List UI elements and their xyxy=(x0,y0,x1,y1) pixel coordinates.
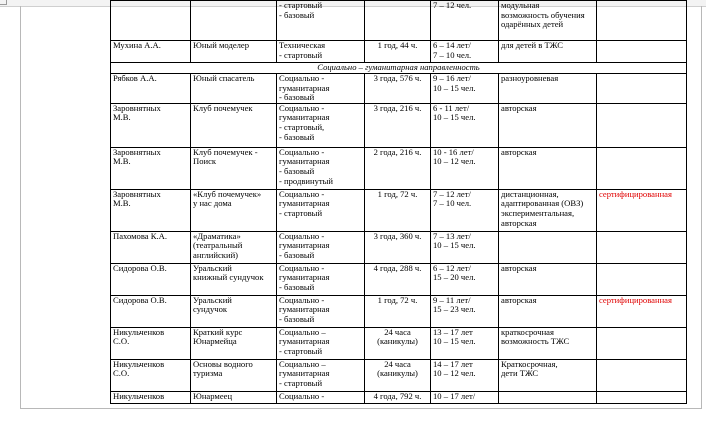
age-group-cell: 7 – 12 чел. xyxy=(431,1,499,41)
teacher-cell: Мухина А.А. xyxy=(111,41,191,63)
section-title: Социально – гуманитарная направленность xyxy=(111,63,687,74)
program-type-cell: разноуровневая xyxy=(499,74,597,104)
duration-cell xyxy=(365,1,431,41)
age-group-cell: 7 – 13 лет/ 10 – 15 чел. xyxy=(431,231,499,263)
programs-table xyxy=(110,0,687,404)
teacher-cell: Сидорова О.В. xyxy=(111,295,191,327)
status-cell xyxy=(597,147,687,189)
duration-cell: 3 года, 216 ч. xyxy=(365,103,431,147)
program-type-cell: для детей в ТЖС xyxy=(499,41,597,63)
direction-cell: Социально - гуманитарная - базовый xyxy=(277,74,365,104)
program-type-cell: модульная возможность обучения одарённых детей xyxy=(499,1,597,41)
status-cell: сертифицированная xyxy=(597,295,687,327)
program-type-cell: авторская xyxy=(499,263,597,295)
program-cell: Юный моделер xyxy=(191,41,277,63)
teacher-cell: Заровнятных М.В. xyxy=(111,103,191,147)
status-cell xyxy=(597,263,687,295)
table-row xyxy=(111,231,687,263)
program-type-cell: авторская xyxy=(499,295,597,327)
program-type-cell xyxy=(499,391,597,403)
page-edge-right xyxy=(701,6,702,409)
program-type-cell: дистанционная, адаптированная (ОВЗ) экспериментальная, авторская xyxy=(499,189,597,231)
status-cell xyxy=(597,1,687,41)
program-cell: «Драматика» (театральный английский) xyxy=(191,231,277,263)
age-group-cell: 9 – 11 лет/ 15 – 23 чел. xyxy=(431,295,499,327)
status-cell xyxy=(597,103,687,147)
teacher-cell: Заровнятных М.В. xyxy=(111,147,191,189)
table-row xyxy=(111,103,687,147)
teacher-cell: Рябков А.А. xyxy=(111,74,191,104)
status-cell xyxy=(597,391,687,403)
direction-cell: Социально - гуманитарная - базовый xyxy=(277,295,365,327)
duration-cell: 1 год, 72 ч. xyxy=(365,189,431,231)
age-group-cell: 10 - 16 лет/ 10 – 12 чел. xyxy=(431,147,499,189)
direction-cell: Социально – гуманитарная - стартовый xyxy=(277,327,365,359)
age-group-cell: 6 – 12 лет/ 15 – 20 чел. xyxy=(431,263,499,295)
status-cell xyxy=(597,41,687,63)
status-cell xyxy=(597,359,687,391)
duration-cell: 4 года, 288 ч. xyxy=(365,263,431,295)
direction-cell: Техническая - стартовый xyxy=(277,41,365,63)
program-cell: Уральский книжный сундучок xyxy=(191,263,277,295)
duration-cell: 2 года, 216 ч. xyxy=(365,147,431,189)
section-row xyxy=(111,63,687,74)
duration-cell: 3 года, 576 ч. xyxy=(365,74,431,104)
duration-cell: 4 года, 792 ч. xyxy=(365,391,431,403)
program-type-cell: авторская xyxy=(499,103,597,147)
program-cell: «Клуб почемучек» у нас дома xyxy=(191,189,277,231)
table-row xyxy=(111,189,687,231)
table-row xyxy=(111,263,687,295)
program-cell xyxy=(191,1,277,41)
teacher-cell: Пахомова К.А. xyxy=(111,231,191,263)
table-row xyxy=(111,1,687,41)
table-row xyxy=(111,295,687,327)
table-row xyxy=(111,41,687,63)
direction-cell: Социально - гуманитарная - базовый xyxy=(277,263,365,295)
teacher-cell: Сидорова О.В. xyxy=(111,263,191,295)
program-type-cell: краткосрочная возможность ТЖС xyxy=(499,327,597,359)
duration-cell: 1 год, 72 ч. xyxy=(365,295,431,327)
program-cell: Основы водного туризма xyxy=(191,359,277,391)
direction-cell: Социально - гуманитарная - стартовый xyxy=(277,189,365,231)
teacher-cell: Никульченков xyxy=(111,391,191,403)
teacher-cell: Никульченков С.О. xyxy=(111,327,191,359)
program-cell: Уральский сундучок xyxy=(191,295,277,327)
age-group-cell: 14 – 17 лет 10 – 12 чел. xyxy=(431,359,499,391)
status-cell xyxy=(597,327,687,359)
duration-cell: 3 года, 360 ч. xyxy=(365,231,431,263)
status-cell: сертифицированная xyxy=(597,189,687,231)
table-row xyxy=(111,74,687,104)
page-edge-left xyxy=(20,6,21,409)
program-type-cell: авторская xyxy=(499,147,597,189)
program-cell: Юнармеец xyxy=(191,391,277,403)
table-row xyxy=(111,359,687,391)
program-cell: Юный спасатель xyxy=(191,74,277,104)
age-group-cell: 6 - 11 лет/ 10 – 15 чел. xyxy=(431,103,499,147)
program-type-cell xyxy=(499,231,597,263)
direction-cell: Социально – гуманитарная - стартовый xyxy=(277,359,365,391)
direction-cell: Социально - гуманитарная - стартовый, - базовый xyxy=(277,103,365,147)
age-group-cell: 6 – 14 лет/ 7 – 10 чел. xyxy=(431,41,499,63)
teacher-cell: Заровнятных М.В. xyxy=(111,189,191,231)
table-row xyxy=(111,147,687,189)
program-cell: Краткий курс Юнармейца xyxy=(191,327,277,359)
status-cell xyxy=(597,74,687,104)
duration-cell: 24 часа (каникулы) xyxy=(365,359,431,391)
direction-cell: - стартовый - базовый xyxy=(277,1,365,41)
program-type-cell: Краткосрочная, дети ТЖС xyxy=(499,359,597,391)
duration-cell: 1 год, 44 ч. xyxy=(365,41,431,63)
page-corner-mark xyxy=(0,0,7,5)
table-row xyxy=(111,327,687,359)
program-cell: Клуб почемучек xyxy=(191,103,277,147)
direction-cell: Социально - гуманитарная - базовый - продвинутый xyxy=(277,147,365,189)
age-group-cell: 13 – 17 лет 10 – 15 чел. xyxy=(431,327,499,359)
age-group-cell: 10 – 17 лет/ xyxy=(431,391,499,403)
page-edge-bottom xyxy=(20,408,702,409)
teacher-cell: Никульченков С.О. xyxy=(111,359,191,391)
status-cell xyxy=(597,231,687,263)
program-cell: Клуб почемучек - Поиск xyxy=(191,147,277,189)
teacher-cell xyxy=(111,1,191,41)
direction-cell: Социально - гуманитарная - базовый xyxy=(277,231,365,263)
direction-cell: Социально - xyxy=(277,391,365,403)
duration-cell: 24 часа (каникулы) xyxy=(365,327,431,359)
table-row xyxy=(111,391,687,403)
age-group-cell: 9 – 16 лет/ 10 – 15 чел. xyxy=(431,74,499,104)
age-group-cell: 7 – 12 лет/ 7 – 10 чел. xyxy=(431,189,499,231)
